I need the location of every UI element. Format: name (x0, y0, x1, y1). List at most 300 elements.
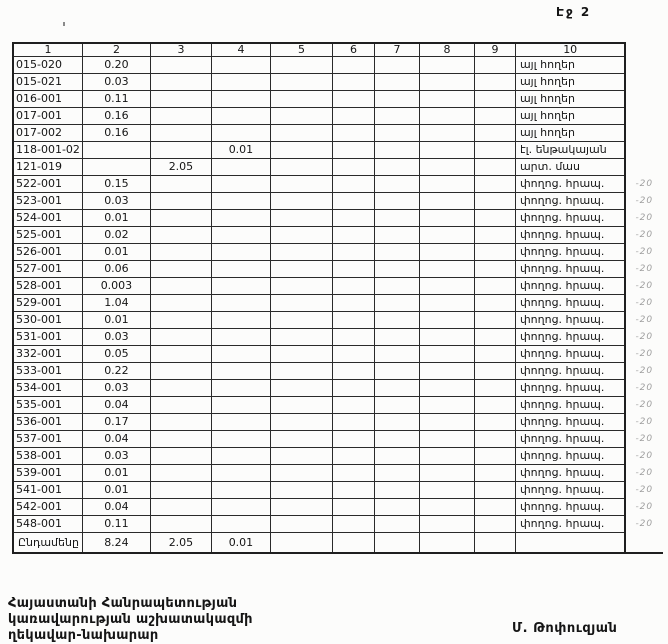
pencil-margin-mark (625, 125, 663, 142)
parcel-code-cell: 017-002 (13, 125, 82, 142)
area-value-cell (474, 244, 515, 261)
area-value-cell (211, 465, 270, 482)
table-row (13, 74, 663, 91)
area-value-cell (332, 227, 374, 244)
area-value-cell (270, 244, 332, 261)
land-category-cell: փողոց. հրապ. (515, 431, 625, 448)
pencil-margin-mark: -20 (635, 298, 654, 308)
org-line: ղեկավար-նախարար (8, 628, 159, 643)
area-value-cell (150, 142, 211, 159)
area-value-cell (474, 108, 515, 125)
area-value-cell (270, 346, 332, 363)
area-value-cell (419, 176, 474, 193)
area-value-cell (211, 363, 270, 380)
area-value-cell (270, 227, 332, 244)
area-value-cell (474, 176, 515, 193)
area-value-cell (150, 516, 211, 533)
land-category-cell: փողոց. հրապ. (515, 414, 625, 431)
area-value-cell: 0.11 (82, 91, 150, 108)
area-value-cell: 0.04 (82, 499, 150, 516)
area-value-cell (270, 431, 332, 448)
area-value-cell (332, 278, 374, 295)
area-value-cell (150, 397, 211, 414)
land-category-cell: այլ հողեր (515, 108, 625, 125)
area-value-cell: 0.01 (82, 244, 150, 261)
area-value-cell (211, 346, 270, 363)
area-value-cell (332, 397, 374, 414)
area-value-cell (419, 261, 474, 278)
area-value-cell (150, 261, 211, 278)
column-header: 8 (419, 43, 474, 57)
parcel-code-cell: 541-001 (13, 482, 82, 499)
area-value-cell (211, 244, 270, 261)
area-value-cell (374, 57, 419, 74)
pencil-margin-mark: -20 (635, 417, 654, 427)
parcel-code-cell: 526-001 (13, 244, 82, 261)
pencil-margin-mark (625, 57, 663, 74)
table-row (13, 125, 663, 142)
area-value-cell (474, 533, 515, 554)
area-value-cell: 0.20 (82, 57, 150, 74)
area-value-cell (419, 414, 474, 431)
table-row (13, 380, 663, 397)
area-value-cell (374, 516, 419, 533)
area-value-cell (419, 57, 474, 74)
area-value-cell (332, 210, 374, 227)
area-value-cell (150, 176, 211, 193)
area-value-cell (150, 482, 211, 499)
parcel-code-cell: 017-001 (13, 108, 82, 125)
area-value-cell (270, 414, 332, 431)
area-value-cell (332, 261, 374, 278)
area-value-cell (419, 448, 474, 465)
area-value-cell (270, 533, 332, 554)
area-value-cell (332, 465, 374, 482)
land-category-cell: փողոց. հրապ. (515, 465, 625, 482)
area-value-cell (270, 380, 332, 397)
area-value-cell (374, 210, 419, 227)
area-value-cell (474, 431, 515, 448)
area-value-cell (474, 261, 515, 278)
area-value-cell (419, 193, 474, 210)
area-value-cell (211, 159, 270, 176)
parcel-code-cell: 121-019 (13, 159, 82, 176)
area-value-cell (374, 91, 419, 108)
area-value-cell (474, 312, 515, 329)
area-value-cell (270, 261, 332, 278)
area-value-cell: 0.03 (82, 448, 150, 465)
area-value-cell (474, 91, 515, 108)
area-value-cell: 0.06 (82, 261, 150, 278)
pencil-margin-mark: -20 (635, 485, 654, 495)
area-value-cell (332, 448, 374, 465)
table-row (13, 57, 663, 74)
parcel-code-cell: 548-001 (13, 516, 82, 533)
area-value-cell (332, 108, 374, 125)
area-value-cell (332, 346, 374, 363)
area-value-cell (332, 414, 374, 431)
area-value-cell (474, 278, 515, 295)
area-value-cell (374, 193, 419, 210)
area-value-cell (419, 278, 474, 295)
area-value-cell (419, 329, 474, 346)
land-category-cell: փողոց. հրապ. (515, 295, 625, 312)
area-value-cell (270, 176, 332, 193)
column-header: 1 (13, 43, 82, 57)
area-value-cell (332, 431, 374, 448)
column-header: 6 (332, 43, 374, 57)
area-value-cell (270, 159, 332, 176)
area-value-cell (474, 125, 515, 142)
land-category-cell: փողոց. հրապ. (515, 176, 625, 193)
table-row (13, 516, 663, 533)
area-value-cell: 1.04 (82, 295, 150, 312)
land-category-cell: փողոց. հրապ. (515, 363, 625, 380)
parcel-code-cell: 533-001 (13, 363, 82, 380)
pencil-margin-mark: -20 (635, 230, 654, 240)
area-value-cell (211, 227, 270, 244)
land-category-cell: փողոց. հրապ. (515, 380, 625, 397)
area-value-cell: 0.03 (82, 74, 150, 91)
pencil-margin-mark: -20 (635, 383, 654, 393)
area-value-cell (82, 159, 150, 176)
area-value-cell (374, 363, 419, 380)
pencil-margin-mark: -20 (635, 519, 654, 529)
area-value-cell (374, 142, 419, 159)
land-category-cell: էլ. ենթակայան (515, 142, 625, 159)
pencil-margin-mark: -20 (635, 213, 654, 223)
area-value-cell (374, 278, 419, 295)
area-value-cell (332, 312, 374, 329)
table-body (13, 57, 663, 533)
area-value-cell: 0.03 (82, 329, 150, 346)
area-value-cell: 0.03 (82, 193, 150, 210)
organization-block (8, 596, 253, 644)
area-value-cell (332, 125, 374, 142)
area-value-cell (270, 312, 332, 329)
table-row (13, 482, 663, 499)
area-value-cell (419, 159, 474, 176)
area-value-cell (419, 397, 474, 414)
area-value-cell (270, 57, 332, 74)
parcel-code-cell: 531-001 (13, 329, 82, 346)
area-value-cell (270, 295, 332, 312)
area-value-cell (374, 159, 419, 176)
land-category-cell: փողոց. հրապ. (515, 448, 625, 465)
area-value-cell (419, 346, 474, 363)
land-category-cell: փողոց. հրապ. (515, 244, 625, 261)
area-value-cell (474, 193, 515, 210)
pencil-margin-mark: -20 (635, 502, 654, 512)
area-value-cell (419, 244, 474, 261)
area-value-cell (270, 516, 332, 533)
area-value-cell: 0.01 (82, 312, 150, 329)
land-category-cell (515, 533, 625, 554)
area-value-cell (150, 499, 211, 516)
pencil-margin-mark: -20 (635, 434, 654, 444)
area-value-cell (419, 295, 474, 312)
area-value-cell: 0.003 (82, 278, 150, 295)
area-value-cell (332, 380, 374, 397)
parcel-code-cell: 528-001 (13, 278, 82, 295)
area-value-cell (150, 227, 211, 244)
area-value-cell (374, 448, 419, 465)
area-value-cell (474, 363, 515, 380)
area-value-cell (332, 57, 374, 74)
pencil-margin-mark: -20 (635, 400, 654, 410)
parcel-code-cell: 538-001 (13, 448, 82, 465)
pencil-margin-mark: -20 (635, 247, 654, 257)
parcel-code-cell: 524-001 (13, 210, 82, 227)
parcel-code-cell: 536-001 (13, 414, 82, 431)
table-footer (13, 533, 663, 554)
table-row (13, 193, 663, 210)
area-value-cell (211, 312, 270, 329)
area-value-cell (419, 363, 474, 380)
area-value-cell: 2.05 (150, 533, 211, 554)
area-value-cell (150, 91, 211, 108)
area-value-cell: 0.04 (82, 397, 150, 414)
area-value-cell (150, 380, 211, 397)
area-value-cell (374, 380, 419, 397)
pencil-margin-mark (625, 142, 663, 159)
area-value-cell (150, 74, 211, 91)
area-value-cell (374, 295, 419, 312)
area-value-cell (374, 244, 419, 261)
area-value-cell (150, 465, 211, 482)
land-category-cell: փողոց. հրապ. (515, 499, 625, 516)
column-header: 10 (515, 43, 625, 57)
area-value-cell (211, 499, 270, 516)
area-value-cell (211, 516, 270, 533)
area-value-cell (374, 431, 419, 448)
area-value-cell (474, 465, 515, 482)
area-value-cell: 0.02 (82, 227, 150, 244)
area-value-cell (419, 465, 474, 482)
area-value-cell (211, 108, 270, 125)
parcel-code-cell: 016-001 (13, 91, 82, 108)
table-row (13, 397, 663, 414)
header-row (13, 43, 663, 57)
table-row (13, 329, 663, 346)
pencil-margin-mark (625, 74, 663, 91)
pencil-margin-mark: -20 (635, 468, 654, 478)
table-row (13, 227, 663, 244)
area-value-cell (332, 193, 374, 210)
pencil-margin-mark: -20 (635, 264, 654, 274)
table-row (13, 261, 663, 278)
table-row (13, 363, 663, 380)
land-category-cell: փողոց. հրապ. (515, 210, 625, 227)
land-category-cell: այլ հողեր (515, 74, 625, 91)
area-value-cell (374, 533, 419, 554)
area-value-cell (211, 380, 270, 397)
area-value-cell (474, 448, 515, 465)
area-value-cell (419, 482, 474, 499)
area-value-cell (150, 210, 211, 227)
parcel-code-cell: 537-001 (13, 431, 82, 448)
area-value-cell (374, 176, 419, 193)
area-value-cell (474, 414, 515, 431)
area-value-cell (150, 295, 211, 312)
area-value-cell: 0.05 (82, 346, 150, 363)
area-value-cell (332, 329, 374, 346)
area-value-cell (270, 142, 332, 159)
area-value-cell (474, 329, 515, 346)
table-row (13, 346, 663, 363)
table-row (13, 176, 663, 193)
land-category-cell: փողոց. հրապ. (515, 346, 625, 363)
land-category-cell: այլ հողեր (515, 57, 625, 74)
margin-spacer (625, 43, 663, 57)
column-header: 9 (474, 43, 515, 57)
pencil-margin-mark: -20 (635, 332, 654, 342)
parcel-code-cell: 015-020 (13, 57, 82, 74)
area-value-cell (419, 533, 474, 554)
area-value-cell (211, 210, 270, 227)
parcel-code-cell: 522-001 (13, 176, 82, 193)
area-value-cell: 0.01 (211, 533, 270, 554)
scan-noise-mark (63, 22, 65, 26)
total-label-cell: Ընդամենը (13, 533, 82, 554)
area-value-cell (270, 74, 332, 91)
area-value-cell (82, 142, 150, 159)
parcel-code-cell: 525-001 (13, 227, 82, 244)
area-value-cell (419, 380, 474, 397)
area-value-cell (332, 159, 374, 176)
area-value-cell (474, 227, 515, 244)
area-value-cell (270, 482, 332, 499)
land-category-cell: փողոց. հրապ. (515, 261, 625, 278)
land-category-cell: փողոց. հրապ. (515, 329, 625, 346)
area-value-cell (374, 465, 419, 482)
pencil-margin-mark: -20 (635, 451, 654, 461)
parcel-code-cell: 529-001 (13, 295, 82, 312)
area-value-cell (150, 414, 211, 431)
area-value-cell (374, 482, 419, 499)
parcel-code-cell: 015-021 (13, 74, 82, 91)
area-value-cell (374, 227, 419, 244)
area-value-cell (474, 346, 515, 363)
area-value-cell (150, 346, 211, 363)
area-value-cell (150, 244, 211, 261)
area-value-cell: 8.24 (82, 533, 150, 554)
land-category-cell: փողոց. հրապ. (515, 516, 625, 533)
area-value-cell (211, 278, 270, 295)
area-value-cell: 0.03 (82, 380, 150, 397)
area-value-cell (474, 210, 515, 227)
area-value-cell: 0.16 (82, 108, 150, 125)
area-value-cell (211, 482, 270, 499)
area-value-cell (150, 108, 211, 125)
area-value-cell (474, 516, 515, 533)
area-value-cell (419, 499, 474, 516)
table-row (13, 278, 663, 295)
area-value-cell (474, 295, 515, 312)
area-value-cell (150, 193, 211, 210)
org-line: Հայաստանի Հանրապետության (8, 596, 238, 611)
table-row (13, 108, 663, 125)
area-value-cell (374, 108, 419, 125)
area-value-cell (270, 193, 332, 210)
area-value-cell (270, 278, 332, 295)
area-value-cell (419, 125, 474, 142)
area-value-cell: 0.17 (82, 414, 150, 431)
area-value-cell (211, 176, 270, 193)
area-value-cell: 0.01 (82, 465, 150, 482)
area-value-cell (419, 74, 474, 91)
area-value-cell (332, 499, 374, 516)
area-value-cell (211, 329, 270, 346)
area-value-cell (270, 108, 332, 125)
parcel-code-cell: 539-001 (13, 465, 82, 482)
area-value-cell (332, 142, 374, 159)
column-header: 3 (150, 43, 211, 57)
land-category-cell: փողոց. հրապ. (515, 278, 625, 295)
area-value-cell (332, 176, 374, 193)
area-value-cell (374, 414, 419, 431)
area-value-cell (211, 431, 270, 448)
area-value-cell (474, 159, 515, 176)
land-category-cell: այլ հողեր (515, 125, 625, 142)
area-value-cell (270, 363, 332, 380)
pencil-margin-mark (625, 91, 663, 108)
area-value-cell (211, 295, 270, 312)
area-value-cell (332, 482, 374, 499)
total-row (13, 533, 663, 554)
area-value-cell (211, 91, 270, 108)
area-value-cell (270, 91, 332, 108)
area-value-cell (270, 329, 332, 346)
area-value-cell (150, 329, 211, 346)
pencil-margin-mark: -20 (635, 281, 654, 291)
pencil-margin-mark (625, 108, 663, 125)
pencil-margin-mark: -20 (635, 196, 654, 206)
table-row (13, 499, 663, 516)
table-row (13, 295, 663, 312)
org-line: կառավարության աշխատակազմի (8, 612, 253, 627)
area-value-cell (211, 74, 270, 91)
column-header: 7 (374, 43, 419, 57)
pencil-margin-mark: -20 (635, 349, 654, 359)
table-row (13, 244, 663, 261)
area-value-cell (150, 125, 211, 142)
area-value-cell (374, 329, 419, 346)
area-value-cell (150, 431, 211, 448)
signatory-name: Մ. Թոփուզյան (512, 621, 618, 636)
area-value-cell: 2.05 (150, 159, 211, 176)
area-value-cell: 0.22 (82, 363, 150, 380)
area-value-cell (374, 499, 419, 516)
area-value-cell (474, 499, 515, 516)
pencil-margin-mark (625, 159, 663, 176)
land-category-cell: փողոց. հրապ. (515, 312, 625, 329)
table-row (13, 142, 663, 159)
area-value-cell: 0.01 (82, 210, 150, 227)
area-value-cell: 0.01 (82, 482, 150, 499)
area-value-cell (211, 193, 270, 210)
table-row (13, 210, 663, 227)
area-value-cell (374, 312, 419, 329)
area-value-cell: 0.04 (82, 431, 150, 448)
land-parcel-table (12, 42, 663, 554)
column-header: 5 (270, 43, 332, 57)
parcel-code-cell: 530-001 (13, 312, 82, 329)
column-header: 2 (82, 43, 150, 57)
area-value-cell (419, 108, 474, 125)
area-value-cell (270, 125, 332, 142)
page-number-label: Էջ 2 (556, 5, 592, 19)
